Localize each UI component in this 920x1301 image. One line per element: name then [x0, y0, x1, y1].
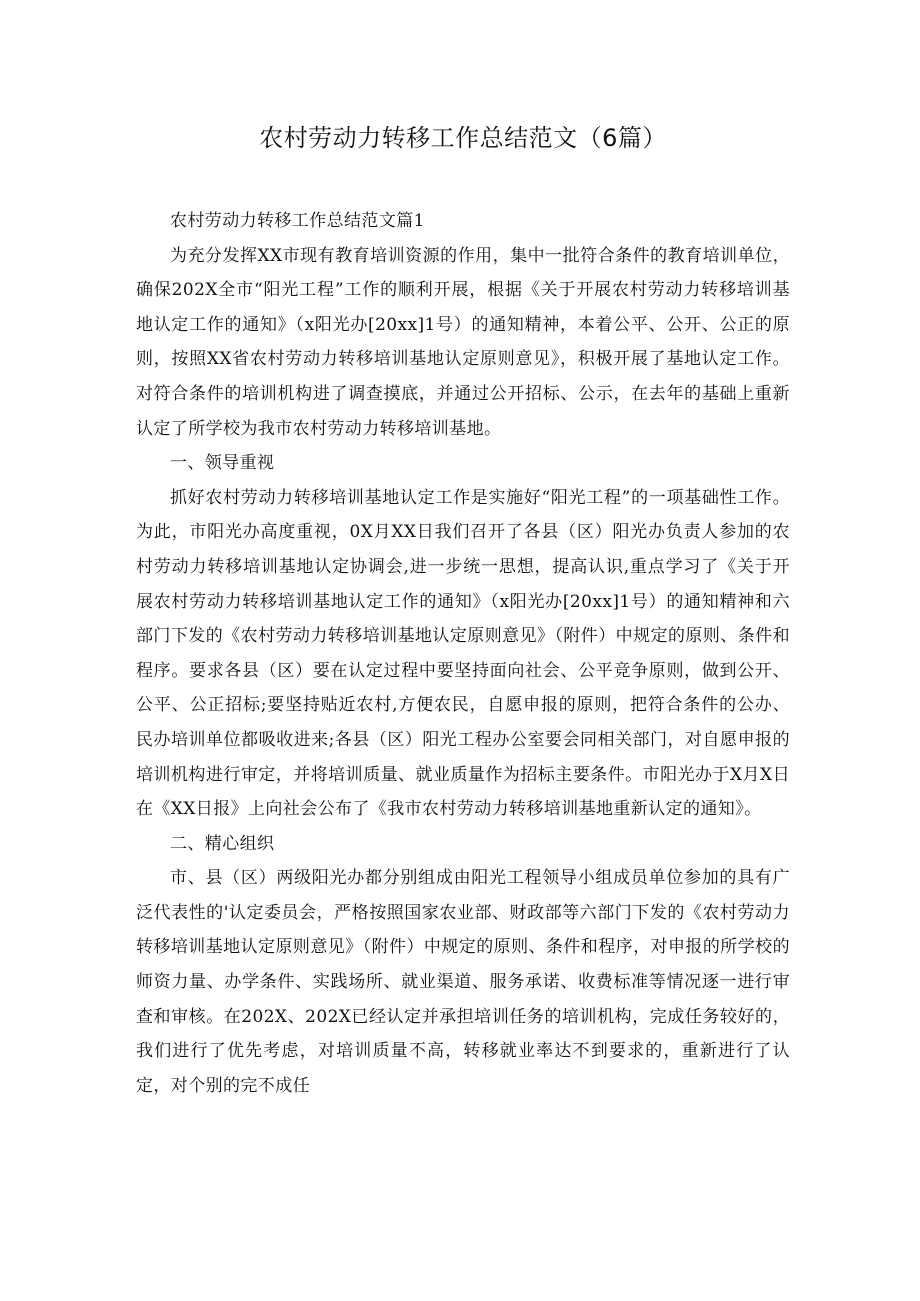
document-title: 农村劳动力转移工作总结范文（6篇）: [259, 124, 667, 152]
section-heading-leadership: 一、领导重视: [170, 453, 275, 474]
paragraph-intro: 为充分发挥XX市现有教育培训资源的作用，集中一批符合条件的教育培训单位，确保202X全市“阳光工程”工作的顺利开展，根据《关于开展农村劳动力转移培训基地认定工作的通知》（x阳光办[20xx]1号）的通知精神，本着公平、公开、公正的原则，按照XX省农村劳动力转移培训基地认定原则意见》，积极开展了基地认定工作。对符合条件的培训机构进了调查摸底，并通过公开招标、公示，在去年的基础上重新认定了所学校为我市农村劳动力转移培训基地。: [136, 245, 790, 439]
paragraph-leadership: 抓好农村劳动力转移培训基地认定工作是实施好“阳光工程”的一项基础性工作。为此，市阳光办高度重视，0X月XX日我们召开了各县（区）阳光办负责人参加的农村劳动力转移培训基地认定协调会,进一步统一思想，提高认识,重点学习了《关于开展农村劳动力转移培训基地认定工作的通知》（x阳光办[20xx]1号）的通知精神和六部门下发的《农村劳动力转移培训基地认定原则意见》（附件）中规定的原则、条件和程序。要求各县（区）要在认定过程中要坚持面向社会、公平竞争原则，做到公开、公平、公正招标;要坚持贴近农村,方便农民，自愿申报的原则，把符合条件的公办、民办培训单位都吸收进来;各县（区）阳光工程办公室要会同相关部门，对自愿申报的培训机构进行审定，并将培训质量、就业质量作为招标主要条件。市阳光办于X月X日在《XX日报》上向社会公布了《我市农村劳动力转移培训基地重新认定的通知》。: [136, 487, 790, 820]
document-page: [136, 108, 790, 1103]
section-heading-organization: 二、精心组织: [170, 833, 275, 854]
paragraph-organization: 市、县（区）两级阳光办都分别组成由阳光工程领导小组成员单位参加的具有广泛代表性的'认定委员会，严格按照国家农业部、财政部等六部门下发的《农村劳动力转移培训基地认定原则意见》（附件）中规定的原则、条件和程序，对申报的所学校的师资力量、办学条件、实践场所、就业渠道、服务承诺、收费标准等情况逐一进行审查和审核。在202X、202X已经认定并承担培训任务的培训机构，完成任务较好的，我们进行了优先考虑，对培训质量不高，转移就业率达不到要求的，重新进行了认定，对个别的完不成任: [136, 868, 790, 1096]
section-heading-article-1: 农村劳动力转移工作总结范文篇1: [170, 211, 425, 231]
